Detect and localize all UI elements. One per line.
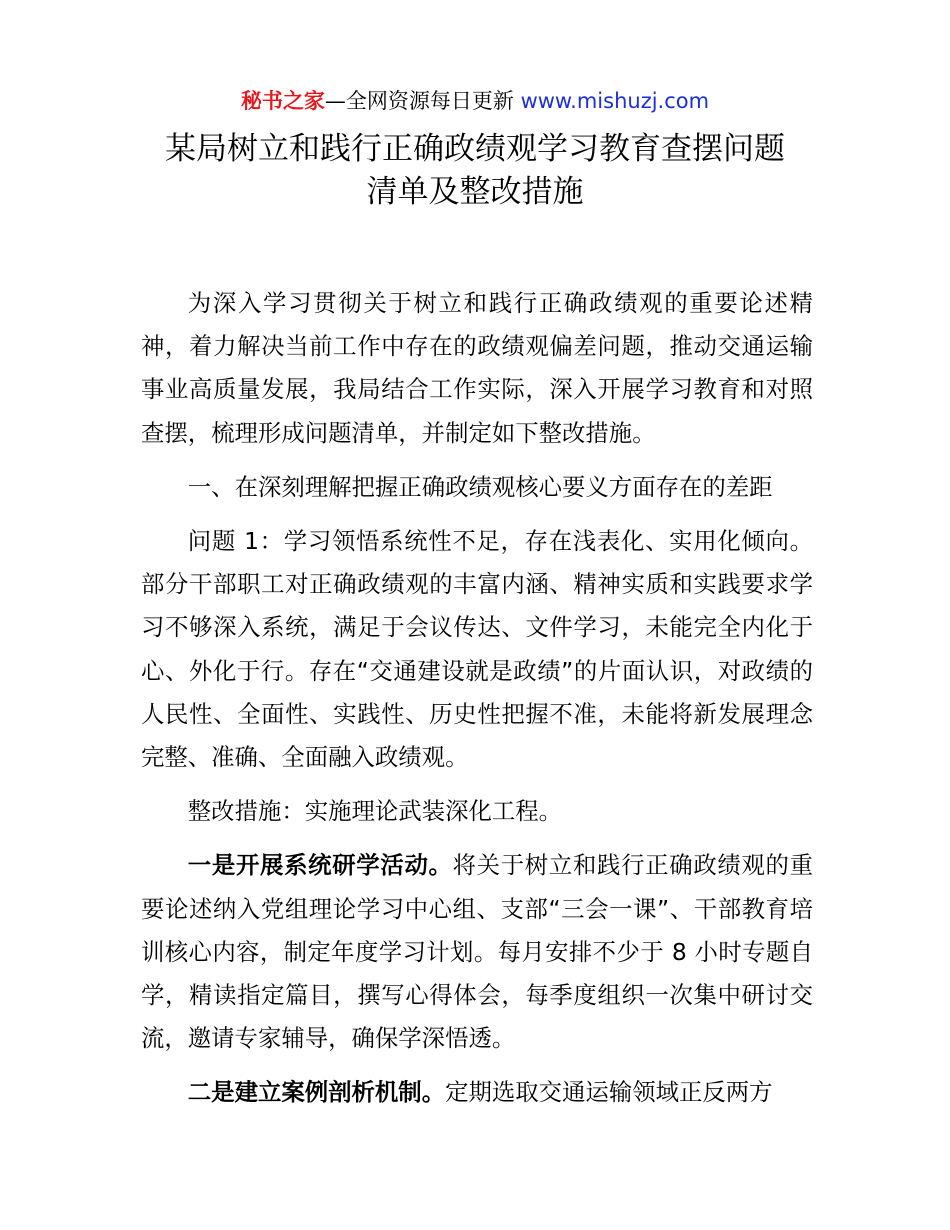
brand-name: 秘书之家	[240, 89, 325, 113]
measure-2-text: 定期选取交通运输领域正反两方	[445, 1078, 773, 1107]
measure-paragraph-2	[141, 1071, 813, 1114]
measure-1-lead: 一是开展系统研学活动。	[187, 851, 453, 880]
measure-paragraph-1	[141, 844, 813, 1060]
intro-paragraph: 为深入学习贯彻关于树立和践行正确政绩观的重要论述精神，着力解决当前工作中存在的政绩观偏差问题，推动交通运输事业高质量发展，我局结合工作实际，深入开展学习教育和对照查摆，梳理形成问题清单，并制定如下整改措施。	[141, 289, 813, 447]
site-header	[0, 86, 950, 116]
measure-2-lead: 二是建立案例剖析机制。	[187, 1078, 446, 1107]
measure-1-text: 将关于树立和践行正确政绩观的重要论述纳入党组理论学习中心组、支部“三会一课”、干部教育培训核心内容，制定年度学习计划。每月安排不少于 8 小时专题自学，精读指定篇目，撰写心得体会，每季度组织一次集中研讨交流，邀请专家辅导，确保学深悟透。	[141, 851, 813, 1053]
title-line-1: 某局树立和践行正确政绩观学习教育查摆问题	[165, 131, 785, 167]
brand-slogan: —全网资源每日更新	[324, 89, 514, 113]
problem-paragraph: 问题 1：学习领悟系统性不足，存在浅表化、实用化倾向。部分干部职工对正确政绩观的丰富内涵、精神实质和实践要求学习不够深入系统，满足于会议传达、文件学习，未能完全内化于心、外化于行。存在“交通建设就是政绩”的片面认识，对政绩的人民性、全面性、实践性、历史性把握不准，未能将新发展理念完整、准确、全面融入政绩观。	[141, 527, 813, 772]
document-title	[0, 128, 950, 214]
site-url-link[interactable]: www.mishuzj.com	[520, 89, 710, 113]
title-line-2: 清单及整改措施	[366, 174, 584, 210]
measures-heading: 整改措施：实施理论武装深化工程。	[187, 797, 563, 826]
document-body	[141, 282, 813, 1126]
section-heading: 一、在深刻理解把握正确政绩观核心要义方面存在的差距	[187, 472, 773, 501]
